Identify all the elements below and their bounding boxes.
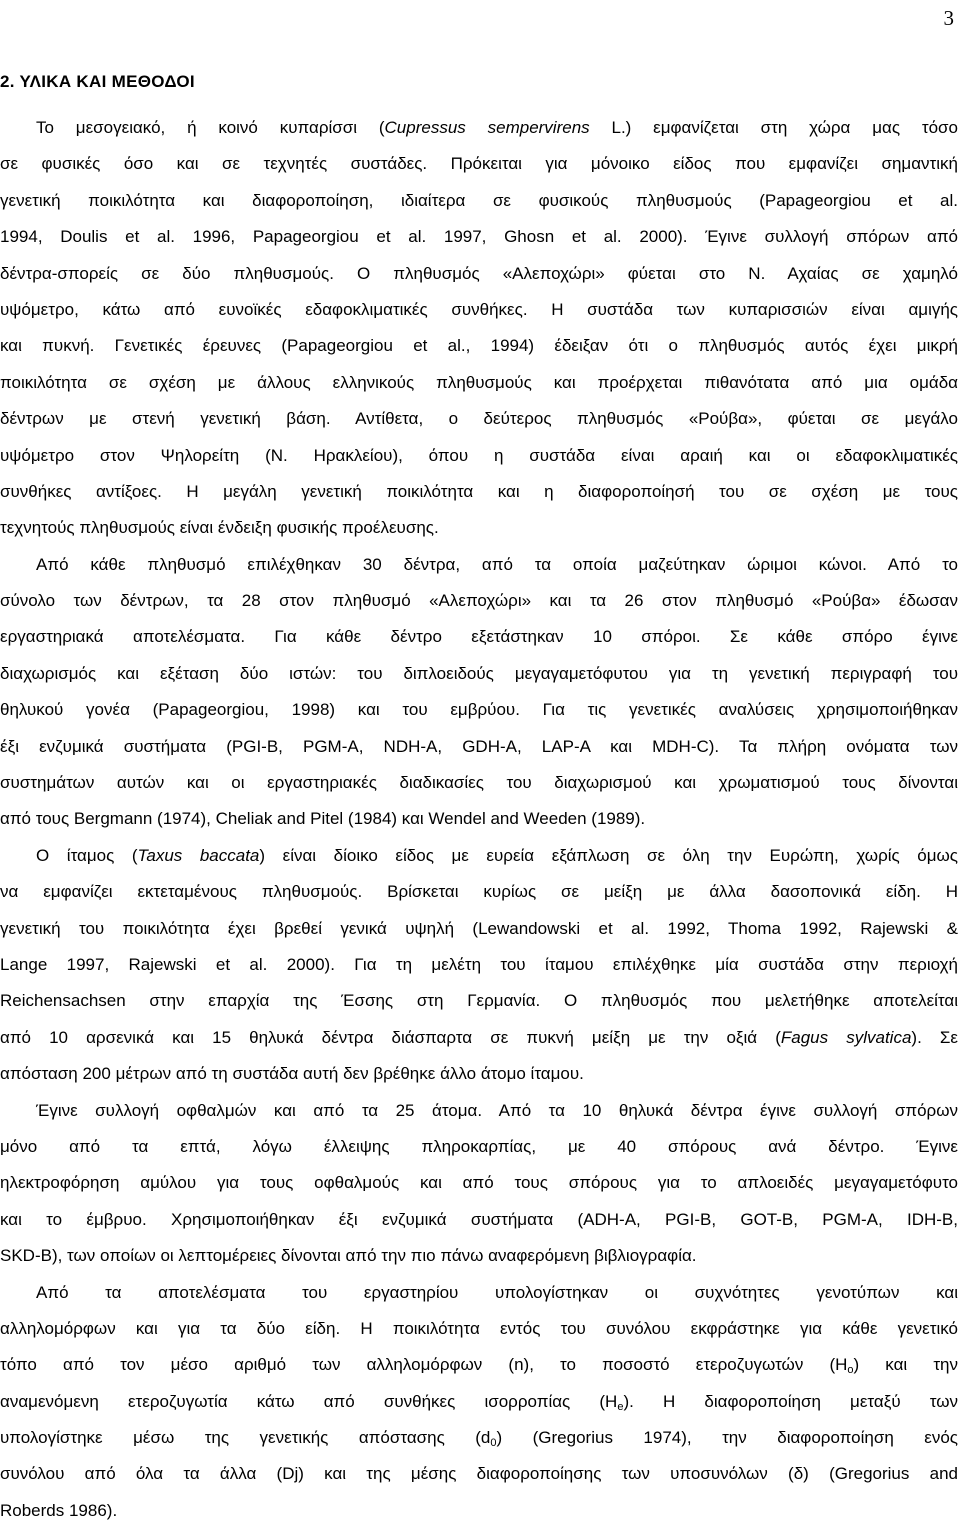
text-line: μόνο από τα επτά, λόγω έλλειψης πληροκαρπίας, με 40 σπόρους ανά δέντρο. Έγινε	[0, 1136, 958, 1156]
species-name: Taxus baccata	[137, 845, 260, 865]
page-number: 3	[943, 6, 954, 30]
text-line: συνόλου από όλα τα άλλα (Dj) και της μέσης διαφοροποίησης των υποσυνόλων (δ) (Gregorius and	[0, 1464, 958, 1484]
text-line: έξι ενζυμικά συστήματα (PGI-B, PGM-A, NDH-A, GDH-A, LAP-A και MDH-C). Τα πλήρη ονόματα των	[0, 736, 958, 756]
text-line: SKD-B), των οποίων οι λεπτομέρειες δίνονται από την πιο πάνω αναφερόμενη βιβλιογραφία.	[0, 1246, 697, 1266]
text-line: να εμφανίζει εκτεταμένους πληθυσμούς. Βρίσκεται κυρίως σε μείξη με άλλα δασοπονικά είδη. Η	[0, 882, 958, 902]
species-name: Fagus sylvatica	[780, 1027, 912, 1047]
text-line: ποικιλότητα σε σχέση με άλλους ελληνικούς πληθυσμούς και προέρχεται πιθανότατα από μια ομάδα	[0, 372, 958, 392]
text-line: γενετική του ποικιλότητα έχει βρεθεί γενικά υψηλή (Lewandowski et al. 1992, Thoma 1992, Rajewski &	[0, 918, 958, 938]
section-heading: 2. ΥΛΙΚΑ ΚΑΙ ΜΕΘΟΔΟΙ	[0, 72, 195, 91]
text-line: θηλυκού γονέα (Papageorgiou, 1998) και του εμβρύου. Για τις γενετικές αναλύσεις χρησιμοποιήθηκαν	[0, 700, 958, 720]
text-line: συστημάτων αυτών και οι εργαστηριακές διαδικασίες του διαχωρισμού και χρωματισμού τους δίνονται	[0, 773, 958, 793]
text-line: 1994, Doulis et al. 1996, Papageorgiou et al. 1997, Ghosn et al. 2000). Έγινε συλλογή σπόρων από	[0, 227, 958, 247]
text-line: ηλεκτροφόρηση αμύλου για τους οφθαλμούς και από τους σπόρους για το απλοειδές μεγαγαμετόφυτο	[0, 1173, 958, 1193]
text-line: Από τα αποτελέσματα του εργαστηρίου υπολογίστηκαν οι συχνότητες γενοτύπων και	[36, 1282, 958, 1302]
text-line: απόσταση 200 μέτρων από τη συστάδα αυτή δεν βρέθηκε άλλο άτομο ίταμου.	[0, 1064, 584, 1084]
text-line: δέντρων με στενή γενετική βάση. Αντίθετα, ο δεύτερος πληθυσμός «Ρούβα», φύεται σε μεγάλο	[0, 409, 958, 429]
text-line: Έγινε συλλογή οφθαλμών και από τα 25 άτομα. Από τα 10 θηλυκά δέντρα έγινε συλλογή σπόρων	[36, 1100, 958, 1120]
document-body	[0, 110, 958, 1529]
text-line: υψόμετρο στον Ψηλορείτη (Ν. Ηρακλείου), όπου η συστάδα είναι αραιή και οι εδαφοκλιματικές	[0, 445, 958, 465]
text-line: δέντρα-σπορείς σε δύο πληθυσμούς. Ο πληθυσμός «Αλεποχώρι» φύεται στο Ν. Αχαίας σε χαμηλό	[0, 263, 958, 283]
text-line: τεχνητούς πληθυσμούς είναι ένδειξη φυσικής προέλευσης.	[0, 518, 439, 538]
text-line: Ο ίταμος (Taxus baccata) είναι δίοικο είδος με ευρεία εξάπλωση σε όλη την Ευρώπη, χωρίς όμως	[36, 845, 958, 865]
text-line: Reichensachsen στην επαρχία της Έσσης στη Γερμανία. Ο πληθυσμός που μελετήθηκε αποτελείται	[0, 991, 958, 1011]
text-line: υψόμετρο, κάτω από ευνοϊκές εδαφοκλιματικές συνθήκες. Η συστάδα των κυπαρισσιών είναι αμιγής	[0, 299, 958, 319]
text-line: Roberds 1986).	[0, 1500, 118, 1520]
text-line: Lange 1997, Rajewski et al. 2000). Για τη μελέτη του ίταμου επιλέχθηκε μία συστάδα στην περιοχή	[0, 954, 958, 974]
text-line: υπολογίστηκε μέσω της γενετικής απόστασης $(d_0)$ (Gregorius 1974), την διαφοροποίηση ενός	[0, 1428, 958, 1450]
text-line: εργαστηριακά αποτελέσματα. Για κάθε δέντρο εξετάστηκαν 10 σπόροι. Σε κάθε σπόρο έγινε	[0, 627, 958, 647]
text-line: Το μεσογειακό, ή κοινό κυπαρίσσι (Cupressus sempervirens L.) εμφανίζεται στη χώρα μας τόσο	[36, 118, 958, 137]
text-line: Από κάθε πληθυσμό επιλέχθηκαν 30 δέντρα, από τα οποία μαζεύτηκαν ώριμοι κώνοι. Από το	[36, 554, 958, 574]
text-line: συνθήκες αντίξοες. Η μεγάλη γενετική ποικιλότητα και η διαφοροποίησή του σε σχέση με τους	[0, 481, 958, 501]
text-line: από 10 αρσενικά και 15 θηλυκά δέντρα διάσπαρτα σε πυκνή μείξη με την οξιά (Fagus sylvatica). Σε	[0, 1027, 958, 1047]
text-line: από τους Bergmann (1974), Cheliak and Pitel (1984) και Wendel and Weeden (1989).	[0, 809, 646, 829]
text-line: διαχωρισμός και εξέταση δύο ιστών: του διπλοειδούς μεγαγαμετόφυτου για τη γενετική περιγραφή του	[0, 663, 958, 683]
text-line: αλληλομόρφων και για τα δύο είδη. Η ποικιλότητα εντός του συνόλου εκφράστηκε για κάθε γενετικό	[0, 1318, 958, 1338]
text-line: και πυκνή. Γενετικές έρευνες (Papageorgiou et al., 1994) έδειξαν ότι ο πληθυσμός αυτός έχει μικρή	[0, 336, 958, 356]
text-line: και το έμβρυο. Χρησιμοποιήθηκαν έξι ενζυμικά συστήματα (ADH-A, PGI-B, GOT-B, PGM-A, IDH-B,	[0, 1209, 958, 1229]
text-line: γενετική ποικιλότητα και διαφοροποίηση, ιδιαίτερα σε φυσικούς πληθυσμούς (Papageorgiou et al.	[0, 190, 958, 210]
text-line: σε φυσικές όσο και σε τεχνητές συστάδες. Πρόκειται για μόνοικο είδος που εμφανίζει σημαντική	[0, 154, 958, 174]
text-line: τόπο από τον μέσο αριθμό των αλληλομόρφων (n), το ποσοστό ετεροζυγωτών $(H_o)$ και την	[0, 1355, 958, 1377]
text-line: αναμενόμενη ετεροζυγωτία κάτω από συνθήκες ισορροπίας $(H_e)$. Η διαφοροποίηση μεταξύ των	[0, 1391, 959, 1413]
species-name: Cupressus sempervirens	[384, 118, 590, 137]
text-line: σύνολο των δέντρων, τα 28 στον πληθυσμό «Αλεποχώρι» και τα 26 στον πληθυσμό «Ρούβα» έδωσαν	[0, 591, 958, 611]
